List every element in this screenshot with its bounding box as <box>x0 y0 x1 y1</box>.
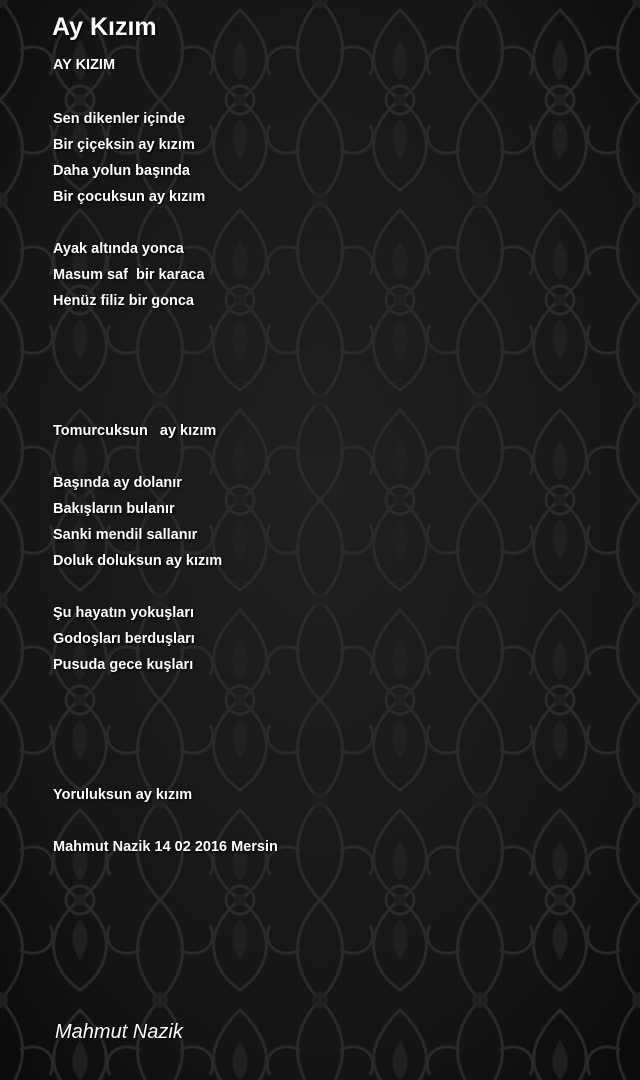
blank-line <box>53 730 613 756</box>
poem-line: Daha yolun başında <box>53 163 190 179</box>
poem-line: Şu hayatın yokuşları <box>53 605 195 621</box>
blank-line <box>53 392 613 418</box>
poem-line: Bakışların bulanır <box>53 501 175 517</box>
poem-line: Tomurcuksun ay kızım <box>53 423 217 439</box>
poem-line: Sanki mendil sallanır <box>53 527 198 543</box>
poem-line: Henüz filiz bir gonca <box>53 293 194 309</box>
poem-line: Mahmut Nazik 14 02 2016 Mersin <box>53 839 278 855</box>
poem-line: Pusuda gece kuşları <box>53 657 194 673</box>
blank-line <box>53 704 613 730</box>
poem-line: Ayak altında yonca <box>53 241 184 257</box>
poem-body <box>53 106 613 860</box>
poem-line: Yoruluksun ay kızım <box>53 787 193 803</box>
poem-line: Bir çocuksun ay kızım <box>53 189 206 205</box>
blank-line <box>53 808 613 834</box>
poem-title: Ay Kızım <box>52 13 157 41</box>
blank-line <box>53 314 613 340</box>
poem-line: Doluk doluksun ay kızım <box>53 553 223 569</box>
poem-line: Sen dikenler içinde <box>53 111 186 127</box>
poem-line: Bir çiçeksin ay kızım <box>53 137 195 153</box>
blank-line <box>53 366 613 392</box>
blank-line <box>53 444 613 470</box>
poem-line: Başında ay dolanır <box>53 475 182 491</box>
poem-author: Mahmut Nazik <box>55 1021 183 1043</box>
blank-line <box>53 210 613 236</box>
blank-line <box>53 678 613 704</box>
poem-line: Masum saf bir karaca <box>53 267 205 283</box>
blank-line <box>53 756 613 782</box>
poem-subtitle: AY KIZIM <box>53 57 116 73</box>
poem-line: Godoşları berduşları <box>53 631 195 647</box>
blank-line <box>53 340 613 366</box>
blank-line <box>53 574 613 600</box>
